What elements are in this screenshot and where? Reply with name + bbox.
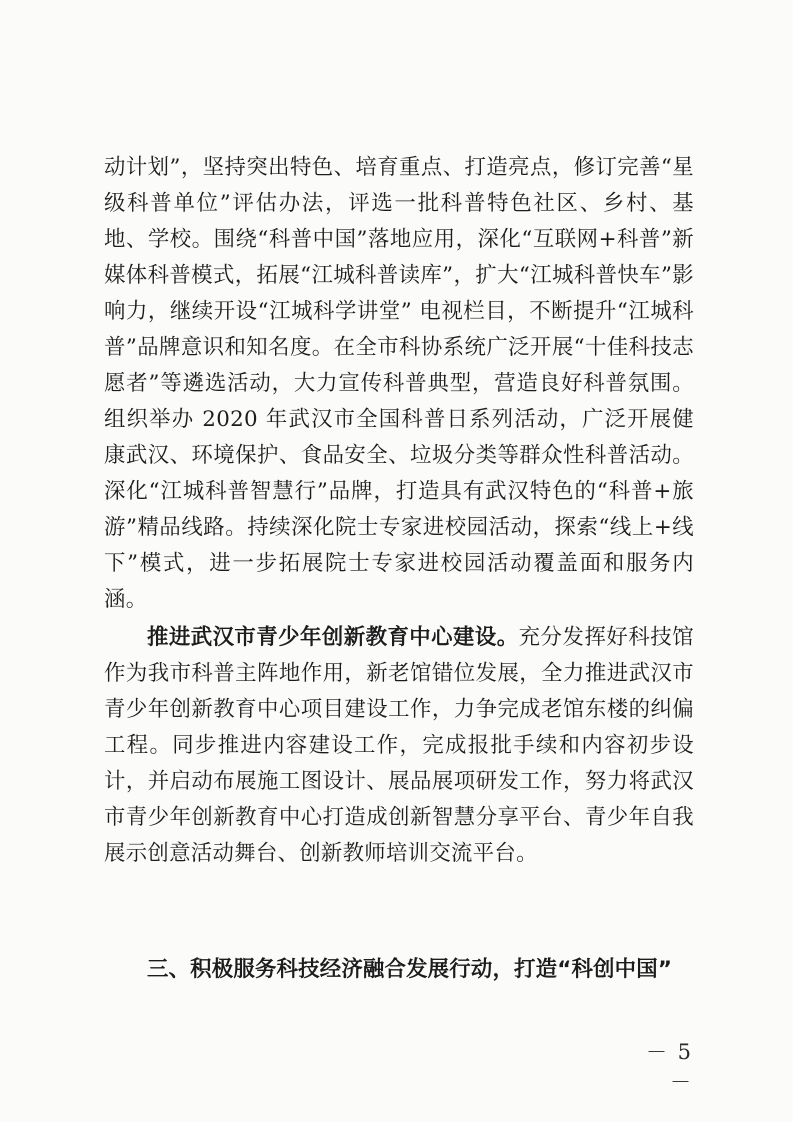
document-body: [104, 150, 694, 872]
paragraph-lead-sentence: 推进武汉市青少年创新教育中心建设。: [147, 625, 519, 650]
section-heading: 三、积极服务科技经济融合发展行动，打造“科创中国”: [147, 957, 673, 982]
page-number: － 5 －: [645, 1040, 693, 1094]
paragraph-youth-innovation-center: [104, 620, 694, 872]
paragraph-continuation: 动计划”，坚持突出特色、培育重点、打造亮点，修订完善“星级科普单位”评估办法，评选一批科普特色社区、乡村、基地、学校。围绕“科普中国”落地应用，深化“互联网+科普”新媒体科普模式，拓展“江城科普读库”，扩大“江城科普快车”影响力，继续开设“江城科学讲堂” 电视栏目，不断提升“江城科普”品牌意识和知名度。在全市科协系统广泛开展“十佳科技志愿者”等遴选活动，大力宣传科普典型，营造良好科普氛围。组织举办 2020 年武汉市全国科普日系列活动，广泛开展健康武汉、环境保护、食品安全、垃圾分类等群众性科普活动。深化“江城科普智慧行”品牌，打造具有武汉特色的“科普+旅游”精品线路。持续深化院士专家进校园活动，探索“线上+线下”模式，进一步拓展院士专家进校园活动覆盖面和服务内涵。: [104, 155, 694, 612]
paragraph-body-text: 充分发挥好科技馆作为我市科普主阵地作用，新老馆错位发展，全力推进武汉市青少年创新教育中心项目建设工作，力争完成老馆东楼的纠偏工程。同步推进内容建设工作，完成报批手续和内容初步设计，并启动布展施工图设计、展品展项研发工作，努力将武汉市青少年创新教育中心打造成创新智慧分享平台、青少年自我展示创意活动舞台、创新教师培训交流平台。: [104, 625, 694, 866]
